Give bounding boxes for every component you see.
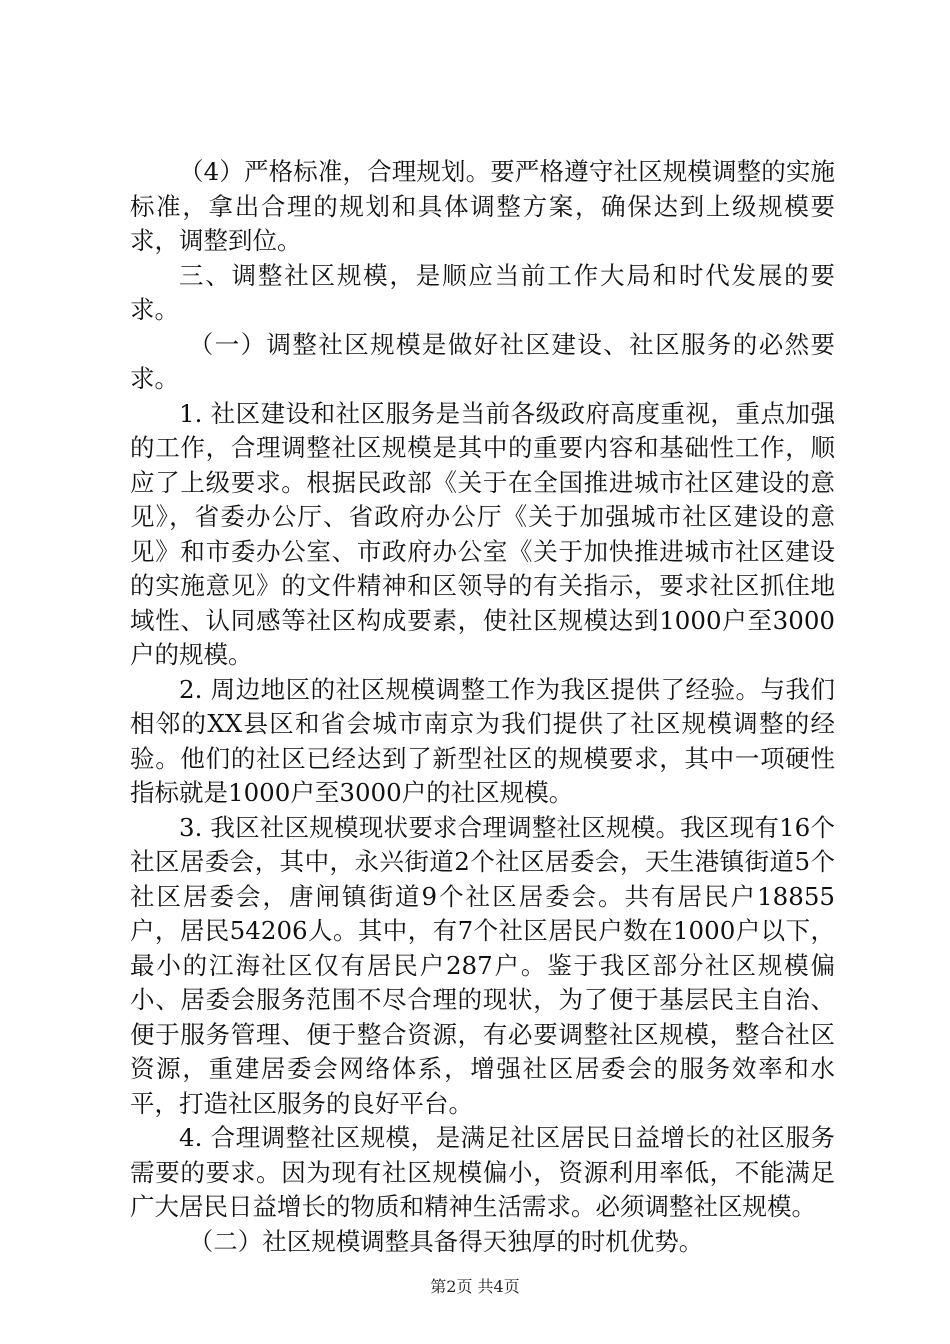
paragraph-item-2: 2. 周边地区的社区规模调整工作为我区提供了经验。与我们相邻的XX县区和省会城市南京为我们提供了社区规模调整的经验。他们的社区已经达到了新型社区的规模要求，其中一项硬性指标就是1000户至3000户的社区规模。 <box>130 674 835 807</box>
paragraph-item-3: 3. 我区社区规模现状要求合理调整社区规模。我区现有16个社区居委会，其中，永兴街道2个社区居委会，天生港镇街道5个社区居委会，唐闸镇街道9个社区居委会。共有居民户18855户，居民54206人。其中，有7个社区居民户数在1000户以下，最小的江海社区仅有居民户287户。鉴于我区部分社区规模偏小、居委会服务范围不尽合理的现状，为了便于基层民主自治、便于服务管理、便于整合资源，有必要调整社区规模，整合社区资源，重建居委会网络体系，增强社区居委会的服务效率和水平，打造社区服务的良好平台。 <box>130 812 835 1118</box>
paragraph-standards: （4）严格标准，合理规划。要严格遵守社区规模调整的实施标准，拿出合理的规划和具体调整方案，确保达到上级规模要求，调整到位。 <box>130 157 835 255</box>
page-footer: 第2页 共4页 <box>430 1277 520 1296</box>
paragraph-item-4: 4. 合理调整社区规模，是满足社区居民日益增长的社区服务需要的要求。因为现有社区规模偏小，资源利用率低，不能满足广大居民日益增长的物质和精神生活需求。必须调整社区规模。 <box>130 1123 835 1221</box>
document-body <box>130 155 835 1259</box>
paragraph-item-1: 1. 社区建设和社区服务是当前各级政府高度重视，重点加强的工作，合理调整社区规模是其中的重要内容和基础性工作，顺应了上级要求。根据民政部《关于在全国推进城市社区建设的意见》，省委办公厅、省政府办公厅《关于加强城市社区建设的意见》和市委办公室、市政府办公室《关于加快推进城市社区建设的实施意见》的文件精神和区领导的有关指示，要求社区抓住地域性、认同感等社区构成要素，使社区规模达到1000户至3000户的规模。 <box>130 398 835 669</box>
paragraph-section-three-heading: 三、调整社区规模，是顺应当前工作大局和时代发展的要求。 <box>130 260 835 324</box>
paragraph-subsection-one-heading: （一）调整社区规模是做好社区建设、社区服务的必然要求。 <box>130 329 835 393</box>
paragraph-subsection-two-heading: （二）社区规模调整具备得天独厚的时机优势。 <box>188 1226 704 1256</box>
